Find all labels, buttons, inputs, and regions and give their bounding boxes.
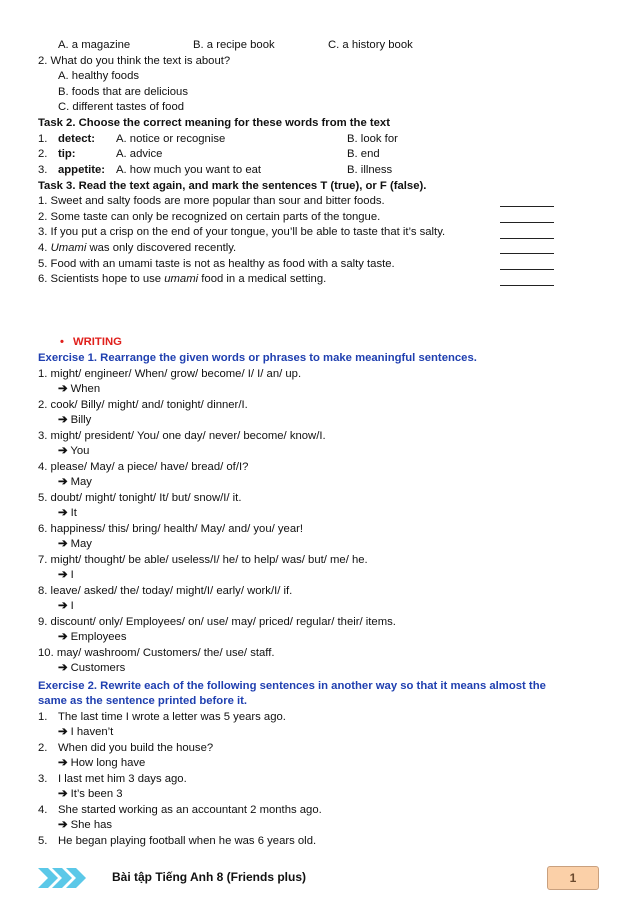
- arrow-right-icon: ➔: [58, 757, 68, 769]
- answer-start: Customers: [70, 662, 126, 674]
- answer-start: May: [70, 476, 92, 488]
- answer-start: May: [70, 538, 92, 550]
- task3-statement: [38, 257, 395, 271]
- task2-option-a: A. advice: [116, 148, 163, 160]
- exercise1-item: 2. cook/ Billy/ might/ and/ tonight/ dinner/I.: [38, 399, 248, 411]
- bullet-icon: •: [60, 336, 64, 348]
- arrow-right-icon: ➔: [58, 662, 68, 674]
- statement-emphasis: umami: [164, 273, 199, 285]
- exercise1-answer-prompt: [58, 382, 100, 396]
- exercise1-item: 10. may/ washroom/ Customers/ the/ use/ staff.: [38, 647, 275, 659]
- answer-blank[interactable]: [500, 269, 554, 270]
- exercise2-sentence: The last time I wrote a letter was 5 years ago.: [58, 711, 286, 723]
- arrow-right-icon: ➔: [58, 383, 68, 395]
- statement-text: food in a medical setting.: [198, 273, 327, 285]
- statement-text: was only discovered recently.: [86, 242, 237, 254]
- exercise2-title-line1: Exercise 2. Rewrite each of the following sentences in another way so that it means almost the: [38, 680, 546, 692]
- answer-blank[interactable]: [500, 206, 554, 207]
- answer-start: I haven’t: [70, 726, 114, 738]
- statement-text: 3. If you put a crisp on the end of your tongue, you’ll be able to taste that it’s salty.: [38, 226, 446, 238]
- exercise2-sentence: He began playing football when he was 6 years old.: [58, 835, 317, 847]
- arrow-right-icon: ➔: [58, 819, 68, 831]
- statement-text: 4.: [38, 242, 51, 254]
- exercise1-item: 1. might/ engineer/ When/ grow/ become/ I/ I/ an/ up.: [38, 368, 302, 380]
- writing-heading-text: WRITING: [72, 336, 122, 348]
- statement-text: 1. Sweet and salty foods are more popular than sour and bitter foods.: [38, 195, 385, 207]
- arrow-right-icon: ➔: [58, 476, 68, 488]
- exercise1-item: 3. might/ president/ You/ one day/ never/ become/ know/I.: [38, 430, 326, 442]
- arrow-right-icon: ➔: [58, 726, 68, 738]
- arrow-right-icon: ➔: [58, 507, 68, 519]
- task2-num: 3.: [38, 164, 48, 176]
- task2-option-b: B. end: [347, 148, 380, 160]
- arrow-right-icon: ➔: [58, 600, 68, 612]
- exercise1-answer-prompt: [58, 506, 77, 520]
- exercise1-answer-prompt: [58, 568, 74, 582]
- task2-option-b: B. illness: [347, 164, 393, 176]
- exercise1-item: 9. discount/ only/ Employees/ on/ use/ may/ priced/ regular/ their/ items.: [38, 616, 396, 628]
- answer-start: How long have: [70, 757, 146, 769]
- answer-start: Billy: [70, 414, 92, 426]
- q2-question: 2. What do you think the text is about?: [38, 55, 231, 67]
- exercise1-title: Exercise 1. Rearrange the given words or phrases to make meaningful sentences.: [38, 352, 477, 364]
- statement-text: 2. Some taste can only be recognized on certain parts of the tongue.: [38, 211, 381, 223]
- chevron-arrows-icon: [38, 866, 90, 890]
- writing-heading: [60, 335, 122, 349]
- arrow-right-icon: ➔: [58, 414, 68, 426]
- task2-word: tip:: [58, 148, 76, 160]
- exercise2-sentence: She started working as an accountant 2 months ago.: [58, 804, 322, 816]
- arrow-right-icon: ➔: [58, 631, 68, 643]
- exercise1-answer-prompt: [58, 475, 92, 489]
- task2-title: Task 2. Choose the correct meaning for these words from the text: [38, 117, 390, 129]
- arrow-right-icon: ➔: [58, 538, 68, 550]
- exercise2-answer-prompt: [58, 725, 113, 739]
- task2-option-a: A. how much you want to eat: [116, 164, 262, 176]
- exercise1-item: 7. might/ thought/ be able/ useless/I/ he/ to help/ was/ but/ me/ he.: [38, 554, 368, 566]
- answer-start: I: [70, 569, 74, 581]
- exercise2-sentence: When did you build the house?: [58, 742, 214, 754]
- task2-word: appetite:: [58, 164, 106, 176]
- answer-start: Employees: [70, 631, 127, 643]
- task3-statement: [38, 194, 385, 208]
- exercise1-item: 4. please/ May/ a piece/ have/ bread/ of/I?: [38, 461, 249, 473]
- exercise1-answer-prompt: [58, 599, 74, 613]
- task2-num: 2.: [38, 148, 48, 160]
- answer-start: When: [70, 383, 101, 395]
- answer-start: I: [70, 600, 74, 612]
- arrow-right-icon: ➔: [58, 445, 68, 457]
- exercise2-number: 3.: [38, 773, 48, 785]
- task3-statement: [38, 272, 326, 286]
- exercise1-answer-prompt: [58, 413, 91, 427]
- task3-statement: [38, 225, 445, 239]
- task2-word: detect:: [58, 133, 96, 145]
- q1-option-c: C. a history book: [328, 39, 413, 51]
- exercise2-number: 5.: [38, 835, 48, 847]
- answer-start: You: [70, 445, 90, 457]
- task2-option-b: B. look for: [347, 133, 398, 145]
- exercise2-answer-prompt: [58, 756, 145, 770]
- exercise2-title-line2: same as the sentence printed before it.: [38, 695, 248, 707]
- task2-num: 1.: [38, 133, 48, 145]
- exercise1-answer-prompt: [58, 630, 127, 644]
- arrow-right-icon: ➔: [58, 788, 68, 800]
- exercise1-item: 8. leave/ asked/ the/ today/ might/I/ early/ work/I/ if.: [38, 585, 293, 597]
- task2-option-a: A. notice or recognise: [116, 133, 226, 145]
- statement-text: 6. Scientists hope to use: [38, 273, 165, 285]
- exercise2-sentence: I last met him 3 days ago.: [58, 773, 187, 785]
- exercise2-answer-prompt: [58, 818, 112, 832]
- exercise2-number: 4.: [38, 804, 48, 816]
- q1-option-a: A. a magazine: [58, 39, 131, 51]
- answer-start: It: [70, 507, 77, 519]
- exercise1-item: 6. happiness/ this/ bring/ health/ May/ and/ you/ year!: [38, 523, 304, 535]
- answer-blank[interactable]: [500, 238, 554, 239]
- exercise1-answer-prompt: [58, 537, 92, 551]
- statement-text: 5. Food with an umami taste is not as healthy as food with a salty taste.: [38, 258, 395, 270]
- exercise1-answer-prompt: [58, 444, 89, 458]
- exercise2-number: 2.: [38, 742, 48, 754]
- footer-title: Bài tập Tiếng Anh 8 (Friends plus): [112, 870, 307, 884]
- q2-option-b: B. foods that are delicious: [58, 86, 188, 98]
- statement-emphasis: Umami: [50, 242, 87, 254]
- arrow-right-icon: ➔: [58, 569, 68, 581]
- q1-option-b: B. a recipe book: [193, 39, 275, 51]
- exercise1-answer-prompt: [58, 661, 125, 675]
- exercise2-answer-prompt: [58, 787, 123, 801]
- answer-blank[interactable]: [500, 222, 554, 223]
- task3-statement: [38, 241, 236, 255]
- answer-start: She has: [70, 819, 113, 831]
- answer-blank[interactable]: [500, 253, 554, 254]
- task3-statement: [38, 210, 380, 224]
- answer-blank[interactable]: [500, 285, 554, 286]
- q2-option-c: C. different tastes of food: [58, 101, 185, 113]
- exercise2-number: 1.: [38, 711, 48, 723]
- q2-option-a: A. healthy foods: [58, 70, 140, 82]
- answer-start: It’s been 3: [70, 788, 123, 800]
- exercise1-item: 5. doubt/ might/ tonight/ It/ but/ snow/I/ it.: [38, 492, 242, 504]
- page-number: 1: [547, 866, 599, 890]
- task3-title: Task 3. Read the text again, and mark the sentences T (true), or F (false).: [38, 180, 427, 192]
